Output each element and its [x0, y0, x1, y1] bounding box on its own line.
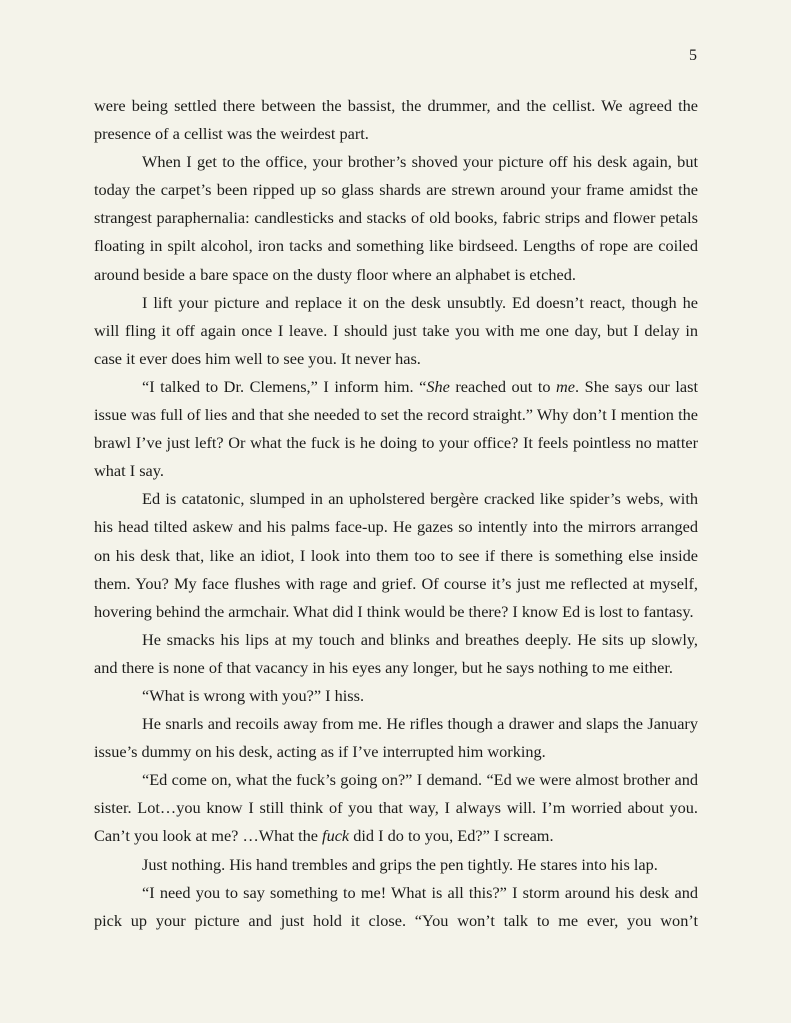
page-number: 5	[689, 47, 697, 64]
text-segment: . She says our last issue was full of lies and that she needed to set the record straight.” Why don’t I mention the brawl I’ve just left? Or what the fuck is he doing to your office? It feels pointless no matter what I say.	[94, 376, 698, 481]
text-segment: were being settled there between the bassist, the drummer, and the cellist. We agreed the presence of a cellist was the weirdest part.	[94, 96, 698, 144]
paragraph	[94, 485, 698, 625]
text-segment: did I do to you, Ed?” I scream.	[349, 826, 554, 846]
italic-text: me	[556, 376, 576, 396]
text-segment: “I talked to Dr. Clemens,” I inform him. “	[142, 376, 427, 396]
text-segment: He smacks his lips at my touch and blinks and breathes deeply. He sits up slowly, and there is none of that vacancy in his eyes any longer, but he says nothing to me either.	[94, 629, 698, 677]
text-segment: Ed is catatonic, slumped in an upholstered bergère cracked like spider’s webs, with his head tilted askew and his palms face-up. He gazes so intently into the mirrors arranged on his desk that, like an idiot, I look into them too to see if there is something else inside them. You? My face flushes with rage and grief. Of course it’s just me reflected at myself, hovering behind the armchair. What did I think would be there? I know Ed is lost to fantasy.	[94, 489, 698, 621]
text-segment: Just nothing. His hand trembles and grips the pen tightly. He stares into his lap.	[142, 854, 658, 874]
text-segment: “Ed come on, what the fuck’s going on?” I demand. “Ed we were almost brother and sister. Lot…you know I still think of you that way, I always will. I’m worried about you. Can’t you look at me? …What the	[94, 770, 698, 846]
paragraph	[94, 766, 698, 850]
paragraph	[94, 626, 698, 682]
paragraph	[94, 710, 698, 766]
paragraph	[94, 682, 698, 710]
paragraph	[94, 373, 698, 485]
paragraph	[94, 289, 698, 373]
paragraph	[94, 879, 698, 935]
text-segment: “I need you to say something to me! What is all this?” I storm around his desk and pick up your picture and just hold it close. “You won’t talk to me ever, you won’t	[94, 882, 698, 930]
italic-text: She	[426, 376, 450, 396]
text-segment: reached out to	[449, 376, 557, 396]
text-segment: “What is wrong with you?” I hiss.	[142, 685, 365, 705]
body-text	[94, 92, 698, 935]
paragraph	[94, 851, 698, 879]
text-segment: When I get to the office, your brother’s shoved your picture off his desk again, but today the carpet’s been ripped up so glass shards are strewn around your frame amidst the strangest paraphernalia: candlesticks and stacks of old books, fabric strips and flower petals floating in spilt alcohol, iron tacks and something like birdseed. Lengths of rope are coiled around beside a bare space on the dusty floor where an alphabet is etched.	[94, 152, 698, 284]
paragraph	[94, 92, 698, 148]
italic-text: fuck	[322, 826, 350, 846]
text-segment: I lift your picture and replace it on the desk unsubtly. Ed doesn’t react, though he will fling it off again once I leave. I should just take you with me one day, but I delay in case it ever does him well to see you. It never has.	[94, 292, 698, 368]
paragraph	[94, 148, 698, 288]
text-segment: He snarls and recoils away from me. He rifles though a drawer and slaps the January issue’s dummy on his desk, acting as if I’ve interrupted him working.	[94, 714, 698, 762]
